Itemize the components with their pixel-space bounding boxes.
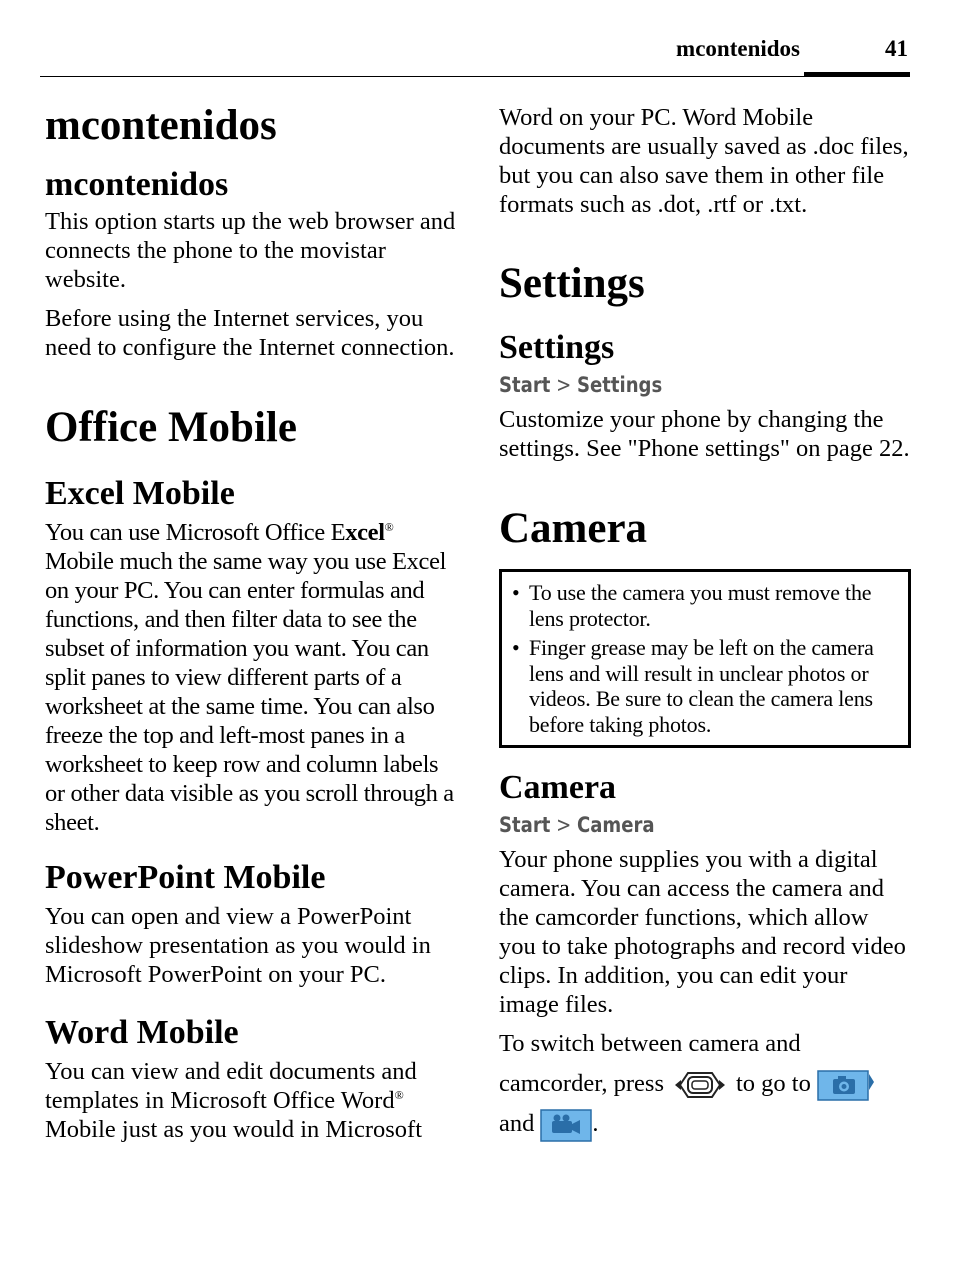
mcontenidos-paragraph-2: Before using the Internet services, you need to configure the Internet connection. (45, 305, 455, 361)
excel-text-bold: xcel (345, 519, 385, 546)
registered-mark: ® (384, 520, 394, 534)
word-text-rest: Mobile just as you would in Microsoft (45, 1116, 423, 1143)
settings-paragraph: Customize your phone by changing the settings. See "Phone settings" on page 22. (499, 406, 910, 462)
switch-text-c: and (499, 1110, 535, 1137)
note-item (512, 580, 896, 631)
excel-mobile-heading: Excel Mobile (45, 475, 235, 512)
running-header-title: mcontenidos (676, 36, 800, 61)
camcorder-mode-icon (540, 1108, 592, 1142)
settings-chapter-heading: Settings (499, 260, 645, 307)
path-separator: > (550, 373, 577, 397)
bullet: • (512, 635, 520, 660)
camera-note-box (499, 569, 911, 748)
registered-mark: ® (394, 1088, 404, 1102)
path-camera: Camera (576, 813, 655, 837)
note-item (512, 635, 896, 737)
excel-text-start: You can use Microsoft Office E (45, 519, 346, 546)
header-rule (40, 76, 910, 77)
camera-chapter-heading: Camera (499, 505, 648, 552)
page-number: 41 (885, 36, 908, 61)
bullet: • (512, 580, 520, 605)
settings-menu-path (499, 370, 853, 400)
camera-section-heading: Camera (499, 769, 617, 806)
switch-text-b: to go to (736, 1070, 811, 1097)
path-start: Start (499, 813, 551, 837)
mcontenidos-chapter-heading: mcontenidos (45, 102, 277, 149)
word-mobile-heading: Word Mobile (45, 1014, 239, 1051)
note-list (512, 580, 896, 737)
note-text: To use the camera you must remove the lens protector. (529, 580, 872, 631)
powerpoint-mobile-paragraph: You can open and view a PowerPoint slideshow presentation as you would in Microsoft PowerPoint on your PC. (45, 903, 431, 988)
excel-text-rest: Mobile much the same way you use Excel on your PC. You can enter formulas and functions, and then filter data to see the subset of information you want. You can split panes to view different parts of a worksheet at the same time. You can also freeze the top and left-most panes in a worksheet to keep row and column labels or other data visible as you scroll through a sheet. (45, 548, 454, 836)
path-separator: > (550, 813, 577, 837)
switch-instruction-line-1: To switch between camera and (499, 1030, 801, 1057)
left-column (45, 100, 460, 1144)
word-text-start: You can view and edit documents and templates in Microsoft Office Word (45, 1058, 417, 1114)
switch-instruction (499, 1064, 911, 1104)
camera-mode-icon (817, 1068, 875, 1102)
switch-instruction-end (499, 1104, 911, 1144)
word-mobile-paragraph (45, 1057, 460, 1144)
path-settings: Settings (576, 373, 663, 397)
powerpoint-mobile-heading: PowerPoint Mobile (45, 859, 326, 896)
note-text: Finger grease may be left on the camera lens and will result in unclear photos or videos. Be sure to clean the camera lens before taking photos. (529, 635, 874, 737)
navigation-key-icon (674, 1067, 726, 1103)
camera-menu-path (499, 810, 853, 840)
settings-section-heading: Settings (499, 329, 615, 366)
mcontenidos-section-heading: mcontenidos (45, 166, 229, 203)
word-mobile-paragraph-continued: Word on your PC. Word Mobile documents are usually saved as .doc files, but you can also save them in other file formats such as .dot, .rtf or .txt. (499, 104, 909, 218)
mcontenidos-paragraph-1: This option starts up the web browser and connects the phone to the movistar website. (45, 208, 456, 293)
camera-paragraph: Your phone supplies you with a digital camera. You can access the camera and the camcorder functions, which allow you to take photographs and record video clips. In addition, you can edit your image files. (499, 846, 906, 1018)
switch-text-end: . (592, 1110, 599, 1137)
excel-mobile-paragraph (45, 518, 460, 837)
switch-text-a: camcorder, press (499, 1070, 664, 1097)
right-column (499, 100, 911, 1144)
header-rule-accent (804, 72, 910, 77)
office-mobile-chapter-heading: Office Mobile (45, 404, 297, 451)
path-start: Start (499, 373, 551, 397)
